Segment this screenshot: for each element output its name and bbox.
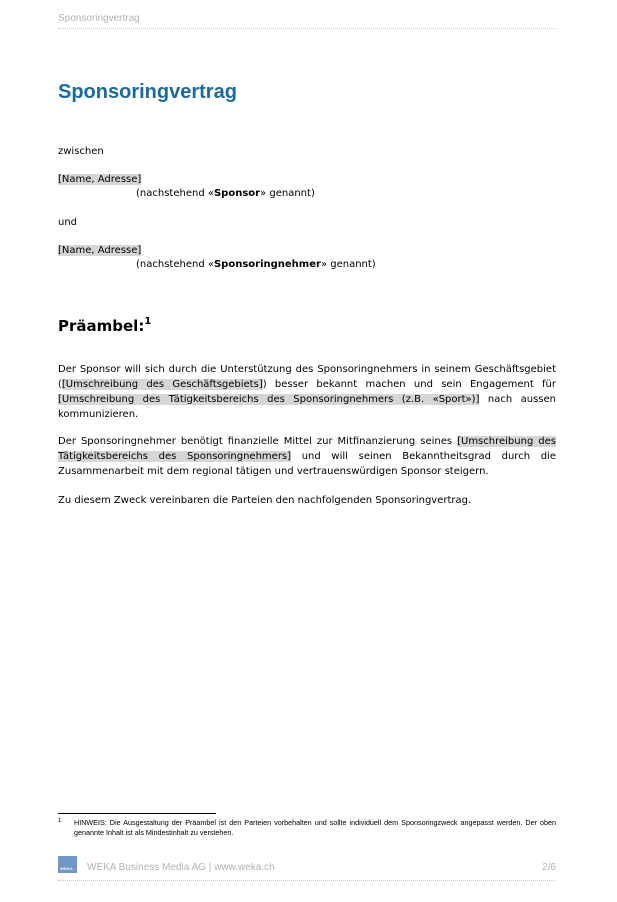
party2-placeholder bbox=[58, 244, 141, 258]
weka-logo bbox=[58, 856, 77, 873]
placeholder-field[interactable]: [Umschreibung des Tätigkeitsbereichs des Sponsoringnehmers] bbox=[58, 436, 556, 462]
header-rule bbox=[58, 28, 556, 29]
party2-role-line bbox=[136, 258, 376, 272]
logo-text: WEKA bbox=[60, 866, 74, 871]
preamble-paragraph-2 bbox=[58, 434, 556, 479]
footer-publisher: WEKA Business Media AG | www.weka.ch bbox=[87, 862, 275, 873]
role-prefix: (nachstehend « bbox=[136, 259, 214, 270]
party2-role: Sponsoringnehmer bbox=[213, 259, 321, 270]
footnote-reference[interactable]: 1 bbox=[144, 316, 152, 327]
footnote-number: 1 bbox=[58, 818, 62, 824]
running-header: Sponsoringvertrag bbox=[58, 13, 140, 24]
role-suffix: » genannt) bbox=[320, 259, 376, 270]
preamble-paragraph-1 bbox=[58, 362, 556, 422]
role-suffix: » genannt) bbox=[260, 188, 315, 199]
footer-rule bbox=[58, 880, 556, 881]
preamble-heading bbox=[58, 317, 151, 335]
document-title: Sponsoringvertrag bbox=[58, 81, 237, 103]
text-run: Der Sponsoringnehmer benötigt finanzielle Mittel zur Mitfinanzierung seines bbox=[58, 436, 458, 447]
text-run: ) besser bekannt machen und sein Engagement für bbox=[262, 379, 556, 390]
preamble-paragraph-3: Zu diesem Zweck vereinbaren die Parteien den nachfolgenden Sponsoringvertrag. bbox=[58, 495, 472, 506]
between-label: zwischen bbox=[58, 146, 104, 157]
party1-role-line bbox=[136, 187, 315, 201]
placeholder-field[interactable]: [Umschreibung des Tätigkeitsbereichs des Sponsoringnehmers (z.B. «Sport»)] bbox=[58, 394, 480, 405]
text-run: Der Sponsor will sich durch die Unterstützung des Sponsoringnehmers in seinem Geschäftsgebiet ( bbox=[58, 364, 556, 390]
party1-placeholder bbox=[58, 173, 141, 187]
and-label: und bbox=[58, 217, 78, 228]
footnote-text: HINWEIS: Die Ausgestaltung der Präambel ist den Parteien vorbehalten und sollte individuell dem Sponsoringzweck angepasst werden. Der oben genannte Inhalt ist als Mindestinhalt zu verstehen. bbox=[74, 818, 556, 837]
text-run: und will seinen Bekanntheitsgrad durch die Zusammenarbeit mit dem regional tätigen und vertrauenswürdigen Sponsor steigern. bbox=[58, 451, 556, 477]
party1-role: Sponsor bbox=[213, 188, 261, 199]
preamble-heading-text: Präambel: bbox=[58, 317, 145, 335]
page-number: 2/6 bbox=[542, 862, 556, 873]
role-prefix: (nachstehend « bbox=[136, 188, 214, 199]
text-run: nach aussen kommunizieren. bbox=[58, 394, 556, 420]
placeholder-field[interactable]: [Name, Adresse] bbox=[58, 245, 142, 256]
placeholder-field[interactable]: [Umschreibung des Geschäftsgebiets] bbox=[61, 379, 263, 390]
placeholder-field[interactable]: [Name, Adresse] bbox=[58, 174, 142, 185]
footnote-rule bbox=[58, 813, 216, 814]
